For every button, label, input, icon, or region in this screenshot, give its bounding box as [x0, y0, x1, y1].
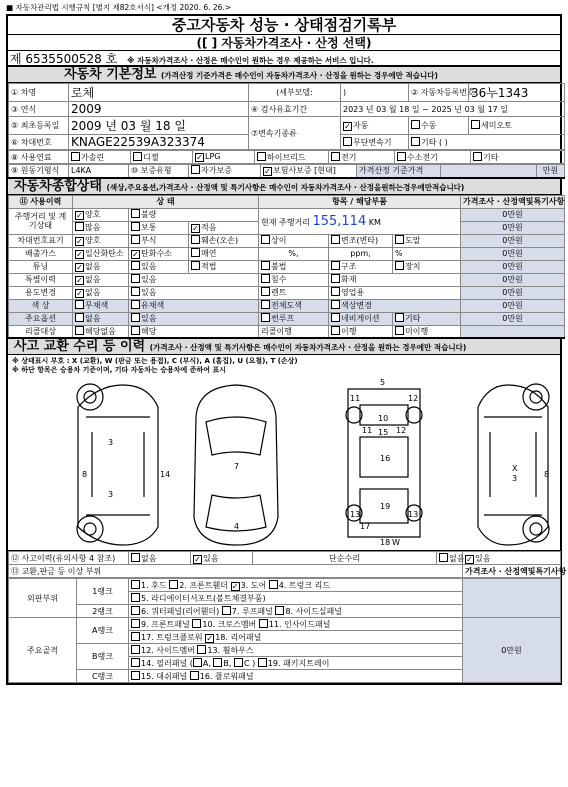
- diag-num: 3: [512, 474, 518, 483]
- tuning-device[interactable]: 장치: [393, 260, 461, 273]
- trans-semi[interactable]: 세미오토: [469, 117, 565, 135]
- doc-subtitle: ([ ] 자동차가격조사 · 산정 선택): [8, 35, 560, 51]
- diag-num: 11: [350, 394, 361, 403]
- option-etc[interactable]: 기타: [393, 312, 461, 325]
- basic-info-title: 자동차 기본정보: [64, 67, 157, 82]
- mileage-many[interactable]: 많음: [73, 221, 129, 234]
- checkbox-icon: [261, 287, 270, 296]
- color-change[interactable]: 색상변경: [329, 299, 461, 312]
- price-label: 가격산정 기준가격: [357, 165, 441, 178]
- accident-note: (가격조사 · 산정액 및 특기사항은 매수인이 자동차가격조사 · 산정을 원하는 경우에만 적습니다): [149, 343, 467, 352]
- price-r8: 0만원: [461, 312, 565, 325]
- rankC-parts: 15. 대쉬패널 16. 플로워패널: [129, 670, 463, 683]
- checkbox-icon: [331, 326, 340, 335]
- warranty-self[interactable]: 자가보증: [189, 165, 261, 178]
- checkbox-icon: ✓: [132, 250, 139, 259]
- basic-info-table: [8, 83, 565, 150]
- trans-cvt[interactable]: 무단변속기: [341, 135, 409, 150]
- overall-table: [8, 195, 565, 340]
- option-sunroof[interactable]: 썬루프: [259, 312, 329, 325]
- checkbox-icon: [75, 222, 84, 231]
- fuel-diesel[interactable]: 디젤: [131, 151, 193, 164]
- option-exists[interactable]: 있음: [129, 312, 259, 325]
- main-price: 0만원: [463, 618, 561, 683]
- mileage-normal[interactable]: 보통: [129, 221, 189, 234]
- checkbox-icon: [343, 137, 352, 146]
- checkbox-icon: [191, 165, 200, 174]
- checkbox-icon: ✓: [76, 211, 83, 220]
- parts-table: [8, 578, 561, 683]
- motor-table: [8, 164, 565, 179]
- simple-exists[interactable]: ✓ 있음: [463, 552, 561, 565]
- motor-type: L4KA: [69, 165, 129, 178]
- checkbox-icon: ✓: [192, 224, 199, 233]
- checkbox-icon: [331, 261, 340, 270]
- diag-num: 12: [396, 426, 407, 435]
- emission-smoke[interactable]: 매연: [189, 247, 259, 260]
- usechange-rent[interactable]: 렌트: [259, 286, 329, 299]
- usechange-none[interactable]: ✓ 없음: [73, 286, 129, 299]
- vin-damaged[interactable]: 훼손(오손): [189, 234, 259, 247]
- special-none[interactable]: ✓ 없음: [73, 273, 129, 286]
- price-r9: [461, 325, 565, 338]
- doc-note: ※ 자동차가격조사 · 산정은 매수인이 원하는 경우 제공하는 서비스 입니다.: [127, 56, 374, 65]
- checkbox-icon: ✓: [76, 250, 83, 259]
- checkbox-icon: [411, 137, 420, 146]
- checkbox-icon: [439, 553, 448, 562]
- mileage-row-label: 주행거리 및 계기상태: [9, 208, 73, 234]
- rankB-parts-b: 14. 필러패널 ( A, B, C ) 19. 패키지트레이: [129, 657, 463, 670]
- basic-info-note: (가격산정 기준가격은 매수인이 자동차가격조사 · 산정을 원하는 경우에만 적습니다): [160, 71, 438, 80]
- car-year: 2009: [69, 102, 249, 117]
- option-navi[interactable]: 네비게이션: [329, 312, 393, 325]
- diag-num: 13: [350, 510, 361, 519]
- rank2-label: 2랭크: [77, 605, 129, 618]
- checkbox-icon: [331, 300, 340, 309]
- rank2-parts: 6. 쿼터패널(리어휀더) 7. 루프패널 8. 사이드실패널: [129, 605, 463, 618]
- recall-done[interactable]: 이행: [329, 325, 393, 338]
- special-flood[interactable]: 침수: [259, 273, 329, 286]
- warranty-insurer[interactable]: ✓ 보험사보증 [현대]: [261, 165, 357, 178]
- checkbox-icon: [75, 300, 84, 309]
- diag-num: 4: [234, 522, 240, 531]
- special-fire[interactable]: 화재: [329, 273, 461, 286]
- trans-manual[interactable]: 수동: [409, 117, 469, 135]
- option-label: 주요옵션: [9, 312, 73, 325]
- emission-pct2: %: [393, 247, 461, 260]
- checkbox-icon: [131, 287, 140, 296]
- vin-alter[interactable]: 변조(변타): [329, 234, 393, 247]
- checkbox-icon: [131, 313, 140, 322]
- diag-num: 12: [408, 394, 419, 403]
- checkbox-icon: [131, 553, 140, 562]
- emission-hc[interactable]: ✓ 탄화수소: [129, 247, 189, 260]
- reg-number: 36누1343: [469, 84, 565, 102]
- model-label: (세부모델:: [249, 84, 341, 102]
- emission-pct: %,: [259, 247, 329, 260]
- model-close: ): [341, 84, 409, 102]
- regulation-line: ■ 자동차관리법 시행규칙 [별지 제82호서식] <개정 2020. 6. 26.>: [6, 3, 232, 12]
- diag-num: 3: [108, 490, 114, 499]
- recall-label: 리콜대상: [9, 325, 73, 338]
- tuning-struct[interactable]: 구조: [329, 260, 393, 273]
- inspection-record: [6, 14, 567, 685]
- vin-diff[interactable]: 상이: [259, 234, 329, 247]
- checkbox-icon: [131, 235, 140, 244]
- price-header: 가격조사 · 산정액및특기사항: [461, 195, 565, 208]
- outer-label: 외판부위: [9, 579, 77, 618]
- accident-table: [8, 551, 567, 578]
- price-value: [441, 165, 537, 178]
- checkbox-icon: [131, 209, 140, 218]
- vin-good[interactable]: ✓ 양호: [73, 234, 129, 247]
- emission-ppm: ppm,: [329, 247, 393, 260]
- inspection-period: 2023 년 03 월 18 일 ~ 2025 년 03 월 17 일: [341, 102, 565, 117]
- checkbox-icon: [261, 235, 270, 244]
- simple-repair-label: 단순수리: [253, 552, 437, 565]
- recall-notdone[interactable]: 미이행: [393, 325, 461, 338]
- checkbox-icon: ✓: [76, 263, 83, 272]
- legend-line-2: ※ 하단 항목은 승용차 기준이며, 기타 자동차는 승용차에 준하여 표시: [12, 366, 226, 374]
- fuel-other[interactable]: 기타: [471, 151, 565, 164]
- recall-applic[interactable]: 해당: [129, 325, 259, 338]
- mileage-cell: 현재 주행거리 155,114 KM: [259, 208, 461, 234]
- acc-exists[interactable]: ✓ 있음: [191, 552, 253, 565]
- recall-na[interactable]: 해당없음: [73, 325, 129, 338]
- checkbox-icon: [471, 120, 480, 129]
- color-full[interactable]: 전체도색: [259, 299, 329, 312]
- diag-num: 3: [108, 438, 114, 447]
- checkbox-icon: [473, 152, 482, 161]
- checkbox-icon: [395, 261, 404, 270]
- checkbox-icon: [395, 313, 404, 322]
- vin-paint[interactable]: 도말: [393, 234, 461, 247]
- fuel-electric[interactable]: 전기: [329, 151, 395, 164]
- acc-none[interactable]: 없음: [129, 552, 191, 565]
- diag-num: 5: [380, 378, 386, 387]
- main-frame-label: 주요골격: [9, 618, 77, 683]
- price-r4: 0만원: [461, 260, 565, 273]
- color-chro[interactable]: 유채색: [129, 299, 259, 312]
- diag-num: 7: [234, 462, 240, 471]
- checkbox-icon: [261, 261, 270, 270]
- acc-history-label: ⑫ 사고이력(유의사항 4 참조): [9, 552, 129, 565]
- tuning-illegal[interactable]: 불법: [259, 260, 329, 273]
- special-label: 특별이력: [9, 273, 73, 286]
- color-label: 색 상: [9, 299, 73, 312]
- checkbox-icon: [131, 326, 140, 335]
- option-none[interactable]: 없음: [73, 312, 129, 325]
- checkbox-icon: [331, 287, 340, 296]
- trans-label: ⑦변속기종류: [249, 117, 341, 150]
- rankB-parts-a: 12. 사이드멤버 13. 휠하우스: [129, 644, 463, 657]
- checkbox-icon: [331, 152, 340, 161]
- rank1-parts-a: 1. 후드 2. 프론트휀더 ✓ 3. 도어 4. 트렁크 리드: [129, 579, 463, 592]
- rankC-label: C랭크: [77, 670, 129, 683]
- checkbox-icon: [331, 235, 340, 244]
- usechange-biz[interactable]: 영업용: [329, 286, 461, 299]
- checkbox-icon: ✓: [76, 276, 83, 285]
- tuning-exists[interactable]: 있음: [129, 260, 189, 273]
- motor-label: ⑨ 원동기형식: [9, 165, 69, 178]
- accident-legend: [8, 355, 560, 377]
- exchange-label: ⑬ 교환,판금 등 이상 부위: [9, 565, 463, 578]
- rankA-parts-a: 9. 프론트패널 10. 크로스멤버 11. 인사이드패널: [129, 618, 463, 631]
- fuel-gasoline[interactable]: 가솔린: [69, 151, 131, 164]
- checkbox-icon: [261, 313, 270, 322]
- checkbox-icon: [257, 152, 266, 161]
- checkbox-icon: ✓: [194, 554, 201, 564]
- vin-label: ⑥ 차대번호: [9, 135, 69, 150]
- price-r1: 0만원: [461, 208, 565, 221]
- checkbox-icon: ✓: [264, 167, 271, 177]
- diag-num: 15: [378, 428, 389, 437]
- checkbox-icon: [411, 120, 420, 129]
- checkbox-icon: [75, 326, 84, 335]
- emission-label: 배출가스: [9, 247, 73, 260]
- price-r7: 0만원: [461, 299, 565, 312]
- diag-num: 17: [360, 522, 371, 531]
- diag-num: 19: [380, 502, 391, 511]
- legend-line-1: ※ 상태표시 부호 : X (교환), W (판금 또는 용접), C (부식), A (흠집), U (요철), T (손상): [12, 357, 298, 365]
- simple-none[interactable]: 없음: [437, 552, 463, 565]
- checkbox-icon: [131, 261, 140, 270]
- warranty-label: ⑩ 보증유형: [129, 165, 189, 178]
- diag-num: 18: [380, 538, 391, 547]
- fuel-lpg[interactable]: ✓ LPG: [193, 151, 255, 164]
- state-header: 상 태: [73, 195, 259, 208]
- special-exists[interactable]: 있음: [129, 273, 259, 286]
- doc-number-line: [8, 51, 560, 67]
- rank1-parts-b: 5. 라디에이터서포트(볼트체결부품): [129, 592, 463, 605]
- item-header: 항목 / 해당부품: [259, 195, 461, 208]
- checkbox-icon: [71, 152, 80, 161]
- vin: KNAGE22539A323374: [69, 135, 249, 150]
- checkbox-icon: [397, 152, 406, 161]
- diag-num: 8: [82, 470, 88, 479]
- diag-num: W: [392, 538, 400, 547]
- car-name: 로체: [69, 84, 249, 102]
- vin-corr[interactable]: 부식: [129, 234, 189, 247]
- car-diagram-svg: [8, 377, 560, 551]
- diag-num: 13: [408, 510, 419, 519]
- price-r5: 0만원: [461, 273, 565, 286]
- diag-mark: X: [512, 464, 518, 473]
- car-diagram: [8, 377, 560, 551]
- gauge-good[interactable]: ✓ 양호: [73, 208, 129, 221]
- diag-num: 8: [544, 470, 550, 479]
- overall-heading: [8, 179, 560, 195]
- fuel-label: ⑧ 사용연료: [9, 151, 69, 164]
- name-label: ① 차명: [9, 84, 69, 102]
- price-r3: 0만원: [461, 247, 565, 260]
- usechange-label: 용도변경: [9, 286, 73, 299]
- outer-price: [463, 579, 561, 618]
- checkbox-icon: [191, 261, 200, 270]
- basic-info-heading: [8, 67, 560, 83]
- diag-num: 16: [380, 454, 391, 463]
- rankA-label: A랭크: [77, 618, 129, 644]
- exchange-price-header: 가격조사 · 산정액및특기사항: [463, 565, 561, 578]
- price-unit: 만원: [537, 165, 565, 178]
- doc-title: 중고자동차 성능 · 상태점검기록부: [8, 16, 560, 35]
- diag-num: 11: [362, 426, 373, 435]
- accident-heading: [8, 339, 560, 355]
- usechange-exists[interactable]: 있음: [129, 286, 259, 299]
- tuning-none[interactable]: ✓ 없음: [73, 260, 129, 273]
- checkbox-icon: [131, 274, 140, 283]
- year-label: ③ 연식: [9, 102, 69, 117]
- checkbox-icon: ✓: [344, 122, 351, 131]
- checkbox-icon: ✓: [466, 554, 473, 564]
- rankA-parts-b: 17. 트렁크플로워 ✓ 18. 리어패널: [129, 631, 463, 644]
- recall-done-label: 리콜이행: [259, 325, 329, 338]
- checkbox-icon: [133, 152, 142, 161]
- price-r6: 0만원: [461, 286, 565, 299]
- checkbox-icon: ✓: [196, 153, 203, 162]
- rankB-label: B랭크: [77, 644, 129, 670]
- checkbox-icon: [131, 300, 140, 309]
- mileage-little[interactable]: ✓ 적음: [189, 221, 259, 234]
- checkbox-icon: ✓: [76, 289, 83, 298]
- accident-title: 사고 교환 수리 등 이력: [14, 339, 146, 354]
- overall-note: (색상,주요옵션,가격조사 · 산정액 및 특기사항은 매수인이 자동차가격조사 · 산정을원하는경우에만적습니다): [106, 182, 465, 192]
- checkbox-icon: [191, 248, 200, 257]
- trans-auto[interactable]: ✓ 자동: [341, 117, 409, 135]
- car-left-side-drawing: [77, 384, 158, 545]
- doc-number: 제 6535500528 호: [10, 52, 118, 66]
- checkbox-icon: [261, 274, 270, 283]
- fuel-hydrogen[interactable]: 수소전기: [395, 151, 471, 164]
- fuel-table: [8, 150, 565, 164]
- checkbox-icon: [191, 235, 200, 244]
- checkbox-icon: [331, 313, 340, 322]
- rank1-label: 1랭크: [77, 579, 129, 605]
- vin-mark-label: 차대번호표기: [9, 234, 73, 247]
- checkbox-icon: [331, 274, 340, 283]
- color-achro[interactable]: 무채색: [73, 299, 129, 312]
- checkbox-icon: [395, 235, 404, 244]
- checkbox-icon: [131, 222, 140, 231]
- mileage-value: 155,114: [312, 213, 367, 229]
- fuel-hybrid[interactable]: 하이브리드: [255, 151, 329, 164]
- usage-header: ⑪ 사용이력: [9, 195, 73, 208]
- tuning-legal[interactable]: 적법: [189, 260, 259, 273]
- overall-title: 자동차종합상태: [14, 178, 102, 194]
- price-r1b: 0만원: [461, 221, 565, 234]
- first-reg-date: 2009 년 03 월 18 일: [69, 117, 249, 135]
- checkbox-icon: [395, 326, 404, 335]
- checkbox-icon: [75, 313, 84, 322]
- reg-label: ② 자동차등록번호: [409, 84, 469, 102]
- price-r2: 0만원: [461, 234, 565, 247]
- diag-num: 10: [378, 414, 389, 423]
- diag-num: 14: [160, 470, 171, 479]
- gauge-bad[interactable]: 불량: [129, 208, 259, 221]
- emission-co[interactable]: ✓ 일산화탄소: [73, 247, 129, 260]
- checkbox-icon: [261, 300, 270, 309]
- tuning-label: 튜닝: [9, 260, 73, 273]
- period-label: ④ 검사유효기간: [249, 102, 341, 117]
- checkbox-icon: ✓: [76, 237, 83, 246]
- first-reg-label: ⑤ 최초등록일: [9, 117, 69, 135]
- trans-other[interactable]: 기타 ( ): [409, 135, 565, 150]
